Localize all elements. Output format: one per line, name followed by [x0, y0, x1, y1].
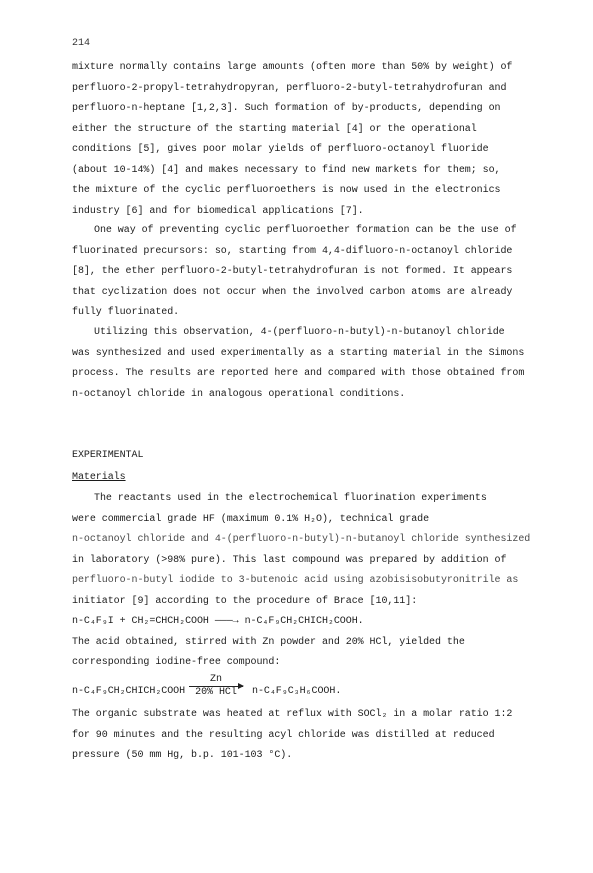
final-paragraph [72, 705, 517, 767]
text-line: fully fluorinated. [72, 307, 180, 318]
text-line: perfluoro-2-propyl-tetrahydropyran, perfluoro-2-butyl-tetrahydrofuran and [72, 82, 507, 94]
text-line: The acid obtained, stirred with Zn powder and 20% HCl, yielded the [72, 636, 465, 648]
text-line: The organic substrate was heated at reflux with SOCl₂ in a molar ratio 1:2 [72, 709, 513, 720]
text-line: in laboratory (>98% pure). This last compound was prepared by addition of [72, 554, 507, 566]
text-line: that cyclization does not occur when the involved carbon atoms are already [72, 286, 513, 298]
text-line: fluorinated precursors: so, starting from 4,4-difluoro-n-octanoyl chloride [72, 245, 513, 257]
section-heading: EXPERIMENTAL [72, 450, 144, 461]
reaction-arrow [189, 674, 243, 699]
reagent-under-arrow: 20% HCl [195, 687, 237, 698]
text-line: (about 10-14%) [4] and makes necessary to find new markets for them; so, [72, 164, 501, 176]
subsection-heading: Materials [72, 472, 126, 483]
text-line: n-octanoyl chloride and 4-(perfluoro-n-butyl)-n-butanoyl chloride synthesized [72, 534, 531, 545]
text-line: corresponding iodine-free compound: [72, 657, 281, 668]
text-line: perfluoro-n-heptane [1,2,3]. Such formation of by-products, depending on [72, 103, 501, 114]
text-line: industry [6] and for biomedical applications [7]. [72, 205, 364, 217]
text-line: pressure (50 mm Hg, b.p. 101-103 °C). [72, 750, 293, 761]
text-line: perfluoro-n-butyl iodide to 3-butenoic acid using azobisisobutyronitrile as [72, 575, 519, 586]
equation-product: n-C₄F₉C₃H₆COOH. [252, 686, 342, 697]
paragraph-cyclization [72, 221, 517, 324]
intro-paragraph [72, 58, 517, 222]
subsection-materials [72, 468, 517, 489]
text-line: were commercial grade HF (maximum 0.1% H₂O), technical grade [72, 513, 430, 525]
text-line: One way of preventing cyclic perfluoroether formation can be the use of [94, 225, 517, 236]
text-line: [8], the ether perfluoro-2-butyl-tetrahydrofuran is not formed. It appears [72, 266, 513, 277]
section-experimental [72, 446, 517, 467]
text-line: was synthesized and used experimentally as a starting material in the Simons [72, 347, 525, 359]
text-line: initiator [9] according to the procedure of Brace [10,11]: [72, 595, 418, 607]
materials-paragraph [72, 489, 531, 674]
text-line: n-octanoyl chloride in analogous operational conditions. [72, 388, 406, 400]
text-line: for 90 minutes and the resulting acyl chloride was distilled at reduced [72, 729, 495, 741]
text-line: the mixture of the cyclic perfluoroethers is now used in the electronics [72, 185, 501, 196]
paragraph-observation [72, 323, 525, 405]
equation-addition: n-C₄F₉I + CH₂=CHCH₂COOH ———→ n-C₄F₉CH₂CHICH₂COOH. [72, 616, 364, 627]
arrow-icon [189, 686, 243, 687]
text-line: conditions [5], gives poor molar yields of perfluoro-octanoyl fluoride [72, 144, 489, 155]
text-line: Utilizing this observation, 4-(perfluoro-n-butyl)-n-butanoyl chloride [94, 327, 505, 338]
text-line: either the structure of the starting material [4] or the operational [72, 123, 477, 135]
equation-reactant: n-C₄F₉CH₂CHICH₂COOH [72, 686, 186, 697]
page-number: 214 [72, 38, 91, 49]
reagent-over-arrow: Zn [210, 674, 222, 685]
text-line: mixture normally contains large amounts (often more than 50% by weight) of [72, 62, 513, 73]
text-line: process. The results are reported here and compared with those obtained from [72, 368, 525, 379]
equation-reduction [72, 674, 517, 700]
text-line: The reactants used in the electrochemical fluorination experiments [94, 493, 487, 504]
